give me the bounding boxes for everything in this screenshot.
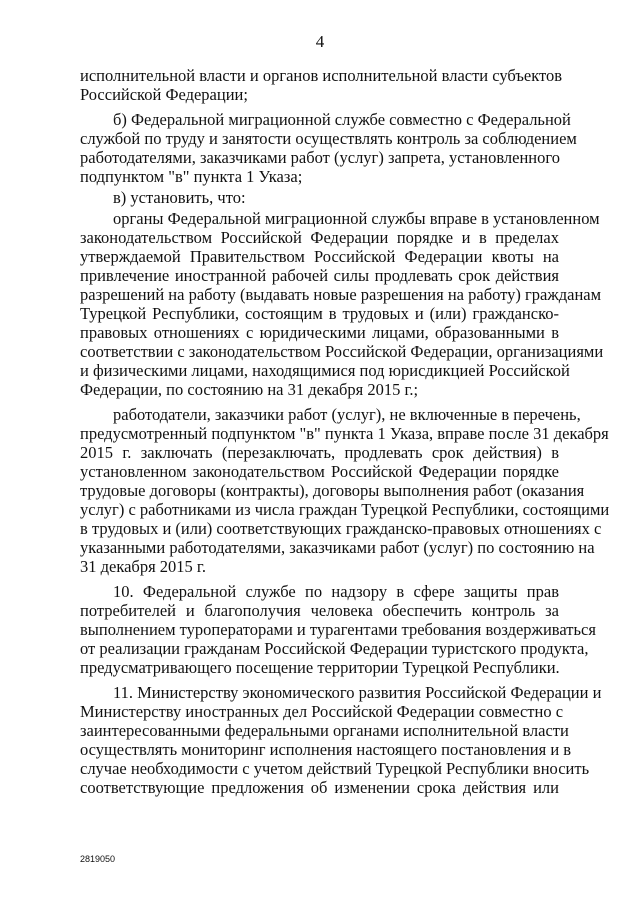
text-line: подпунктом "в" пункта 1 Указа; [80,167,303,186]
text-line: трудовые договоры (контракты), договоры выполнения работ (оказания [80,481,585,500]
paragraph [80,683,602,797]
paragraph [80,582,596,677]
text-line: в трудовых и (или) соответствующих гражданско-правовых отношениях с [80,519,602,538]
text-line: выполнением туроператорами и турагентами требования воздерживаться [80,620,596,639]
text-line: 10. Федеральной службе по надзору в сфере защиты прав [113,582,559,601]
text-line: заинтересованными федеральными органами исполнительной власти [80,721,569,740]
text-line: Российской Федерации; [80,85,248,104]
text-line: соответствии с законодательством Российской Федерации, организациями [80,342,604,361]
text-line: предусматривающего посещение территории Турецкой Республики. [80,658,560,677]
text-line: предусмотренный подпунктом "в" пункта 1 Указа, вправе после 31 декабря [80,424,609,443]
text-line: указанными работодателями, заказчиками работ (услуг) по состоянию на [80,538,595,557]
text-line: законодательством Российской Федерации порядке и в пределах [80,228,559,247]
text-line: службой по труду и занятости осуществлять контроль за соблюдением [80,129,577,148]
text-line: разрешений на работу (выдавать новые разрешения на работу) гражданам [80,285,602,304]
text-line: Министерству иностранных дел Российской Федерации совместно с [80,702,564,721]
text-line: установленном законодательством Российской Федерации порядке [80,462,559,481]
text-line: услуг) с работниками из числа граждан Турецкой Республики, состоящими [80,500,610,519]
text-line: работодателями, заказчиками работ (услуг) запрета, установленного [80,148,560,167]
paragraph [80,405,610,576]
text-line: работодатели, заказчики работ (услуг), не включенные в перечень, [113,405,581,424]
paragraph [80,209,604,399]
page-number: 4 [315,32,325,51]
text-line: случае необходимости с учетом действий Турецкой Республики вносить [80,759,590,778]
text-line: соответствующие предложения об изменении срока действия или [80,778,559,797]
text-line: Федерации, по состоянию на 31 декабря 2015 г.; [80,380,419,399]
paragraph [80,66,563,104]
text-line: привлечение иностранной рабочей силы продлевать срок действия [80,266,559,285]
text-line: потребителей и благополучия человека обеспечить контроль за [80,601,559,620]
paragraph [80,110,577,186]
paragraph [80,188,559,207]
document-code: 2819050 [80,854,116,864]
text-line: органы Федеральной миграционной службы вправе в установленном [113,209,600,228]
text-line: 31 декабря 2015 г. [80,557,206,576]
document-body [80,66,610,797]
text-line: от реализации гражданам Российской Федерации туристского продукта, [80,639,589,658]
text-line: правовых отношениях с юридическими лицами, образованными в [80,323,559,342]
text-line: осуществлять мониторинг исполнения настоящего постановления и в [80,740,572,759]
text-line: и физическими лицами, находящимися под юрисдикцией Российской [80,361,570,380]
text-line: утверждаемой Правительством Российской Федерации квоты на [80,247,559,266]
text-line: 11. Министерству экономического развития Российской Федерации и [113,683,602,702]
text-line: в) установить, что: [113,188,246,207]
text-line: б) Федеральной миграционной службе совместно с Федеральной [113,110,571,129]
text-line: Турецкой Республики, состоящим в трудовых и (или) гражданско- [80,304,559,323]
text-line: 2015 г. заключать (перезаключать, продлевать срок действия) в [80,443,559,462]
text-line: исполнительной власти и органов исполнительной власти субъектов [80,66,563,85]
